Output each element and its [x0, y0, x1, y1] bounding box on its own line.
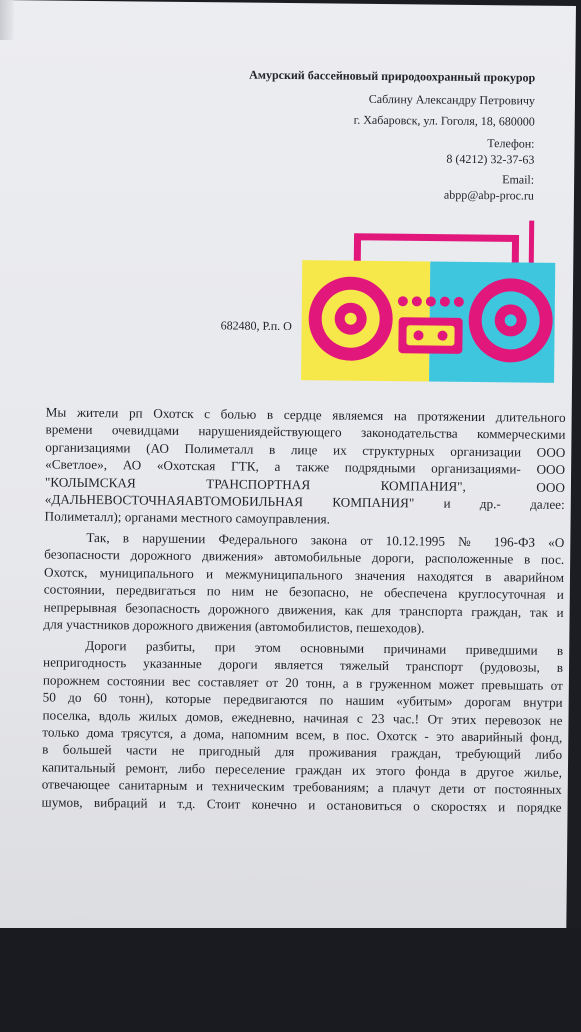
text-line: в большей части не пригодный для проживания граждан, требующий либо — [42, 741, 563, 763]
text-line: Охотск, муниципального и межмуниципального значения находятся в аварийном — [43, 564, 565, 585]
text-line: времени очевидцами нарушениядействующего законодательства коммерческими — [45, 421, 566, 443]
photo-background — [0, 928, 581, 1032]
text-line: для участников дорожного движения (автомобилистов, пешеходов). — [43, 616, 425, 636]
text-line: «Светлое», АО «Охотская ГТК, а также подрядными организациями- ООО — [45, 456, 566, 478]
text-line: шумов, вибраций и т.д. Стоит конечно и остановиться о скоростях и порядке — [41, 794, 562, 815]
recipient-address: г. Хабаровск, ул. Гоголя, 18, 680000 — [353, 112, 535, 129]
text-line: Полиметалл); органами местного самоуправления. — [44, 508, 331, 527]
phone-label: Телефон: — [487, 136, 535, 151]
text-line: организациями (АО Полиметалл в лице их структурных организации ООО — [45, 439, 566, 460]
text-line: только дома трясутся, а дома, напомним всем, в пос. Охотск - это аварийный фонд, — [42, 724, 563, 745]
text-line: непрерывная безопасность дорожного движения, как для транспорта граждан, так и — [43, 599, 564, 620]
phone-number: 8 (4212) 32-37-63 — [446, 151, 535, 167]
text-line: Дороги разбиты, при этом основными причинами приведшими в — [85, 637, 564, 658]
sender-city: 682480, Р.п. О — [220, 318, 292, 334]
text-line: состоянии, передвигаться по ним не безопасно, не обеспечена круглосуточная и — [43, 581, 564, 603]
text-line: капитальный ремонт, либо переселение граждан их этого фонда в другое жилье, — [41, 759, 563, 780]
text-line: 50 до 60 тонн), которые передвигаются по нашим «убитым» дорогам внутри — [42, 689, 563, 711]
text-line: "КОЛЫМСКАЯ ТРАНСПОРТНАЯ КОМПАНИЯ", ООО — [44, 474, 566, 495]
paragraph-2 — [43, 528, 564, 638]
paragraph-1 — [45, 404, 566, 531]
recipient-name: Саблину Александру Петровичу — [368, 91, 536, 108]
recipient-title: Амурский бассейновый природоохранный прокурор — [249, 67, 536, 85]
page-fold-shadow — [0, 0, 14, 40]
text-line: Мы жители рп Охотск с болью в сердце являемся на протяжении длительного — [45, 404, 566, 425]
email-label: Email: — [502, 172, 535, 187]
paragraph-3 — [42, 636, 564, 815]
text-line: «ДАЛЬНЕВОСТОЧНАЯАВТОМОБИЛЬНАЯ КОМПАНИЯ" и др.- далее: — [44, 491, 565, 512]
text-line: отвечающее санитарным и техническим требованиям; а плачут дети от постоянных — [41, 776, 562, 798]
text-line: Так, в нарушении Федерального закона от 10.12.1995 № 196-ФЗ «О — [86, 529, 565, 550]
text-line: непригодность указанные дороги является тяжелый транспорт (рудовозы, в — [42, 654, 564, 676]
text-line: поселка, вдоль жилых домов, ежедневно, начиная с 23 час.! От этих перевозок не — [42, 707, 563, 728]
text-line: порожнем состоянии вес составляет от 20 тонн, а в груженном может превышать от — [42, 672, 563, 693]
email-address: abpp@abp-proc.ru — [443, 187, 535, 203]
text-line: безопасности дорожного движения» автомобильные дороги, расположенные в пос. — [44, 546, 565, 568]
radio-boombox-icon — [296, 218, 558, 386]
